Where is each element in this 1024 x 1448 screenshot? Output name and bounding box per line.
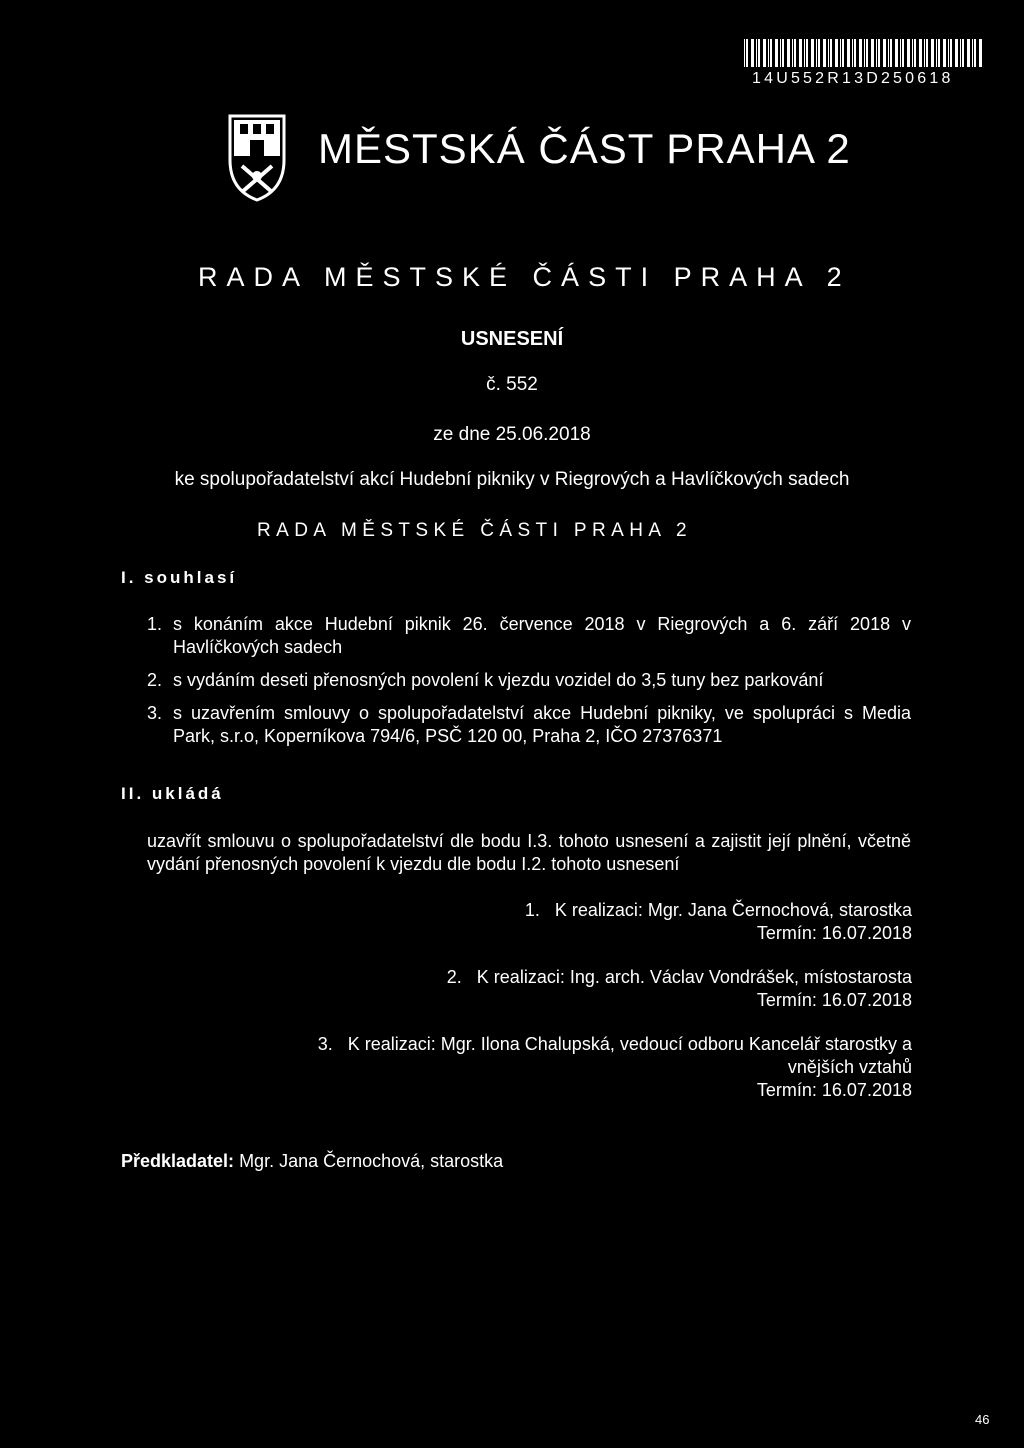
coat-of-arms-logo	[222, 110, 292, 202]
list-item-number: 3.	[147, 703, 163, 723]
list-item-text: s konáním akce Hudební piknik 26. července 2018 v Riegrových a 6. září 2018 v Havlíčkových sadech	[173, 614, 911, 657]
section-i-list	[147, 613, 911, 758]
responsible-person: 2. K realizaci: Ing. arch. Václav Vondrášek, místostarosta	[446, 967, 912, 987]
proposer	[121, 1151, 503, 1172]
municipality-title: MĚSTSKÁ ČÁST PRAHA 2	[318, 125, 851, 172]
proposer-name: Mgr. Jana Černochová, starostka	[239, 1151, 504, 1171]
council-subtitle: RADA MĚSTSKÉ ČÁSTI PRAHA 2	[257, 520, 692, 541]
council-title: RADA MĚSTSKÉ ČÁSTI PRAHA 2	[198, 262, 851, 292]
deadline: Termín: 16.07.2018	[756, 990, 912, 1010]
list-item	[147, 702, 911, 748]
page-number: 46	[975, 1412, 990, 1427]
section-ii-text: uzavřít smlouvu o spolupořadatelství dle bodu I.3. tohoto usnesení a zajistit její plnění, včetně vydání přenosných povolení k vjezdu dle bodu I.2. tohoto usnesení	[147, 831, 911, 874]
responsible-block-1	[212, 899, 912, 945]
list-item-text: s uzavřením smlouvy o spolupořadatelství akce Hudební pikniky, ve spolupráci s Media Park, s.r.o, Koperníkova 794/6, PSČ 120 00, Praha 2, IČO 27376371	[173, 703, 911, 746]
responsible-block-2	[212, 966, 912, 1012]
resolution-number: č. 552	[486, 374, 538, 395]
section-ii-heading: II. ukládá	[121, 784, 224, 803]
deadline: Termín: 16.07.2018	[756, 1080, 912, 1100]
responsible-block-3	[212, 1033, 912, 1102]
list-item-number: 2.	[147, 670, 163, 690]
barcode	[740, 36, 985, 70]
responsible-person: 3. K realizaci: Mgr. Ilona Chalupská, vedoucí odboru Kancelář starostky a	[317, 1034, 912, 1054]
barcode-number: 14U552R13D250618	[752, 70, 954, 87]
list-item	[147, 669, 911, 692]
resolution-label: USNESENÍ	[460, 328, 564, 350]
list-item	[147, 613, 911, 659]
list-item-text: s vydáním deseti přenosných povolení k vjezdu vozidel do 3,5 tuny bez parkování	[173, 670, 824, 690]
proposer-label: Předkladatel:	[121, 1151, 235, 1171]
responsible-person: 1. K realizaci: Mgr. Jana Černochová, starostka	[524, 900, 912, 920]
resolution-date: ze dne 25.06.2018	[433, 424, 591, 445]
deadline: Termín: 16.07.2018	[756, 923, 912, 943]
list-item-number: 1.	[147, 614, 163, 634]
resolution-subject: ke spolupořadatelství akcí Hudební pikniky v Riegrových a Havlíčkových sadech	[174, 469, 850, 490]
section-i-heading: I. souhlasí	[121, 568, 238, 587]
responsible-person-continued: vnějších vztahů	[787, 1057, 912, 1077]
